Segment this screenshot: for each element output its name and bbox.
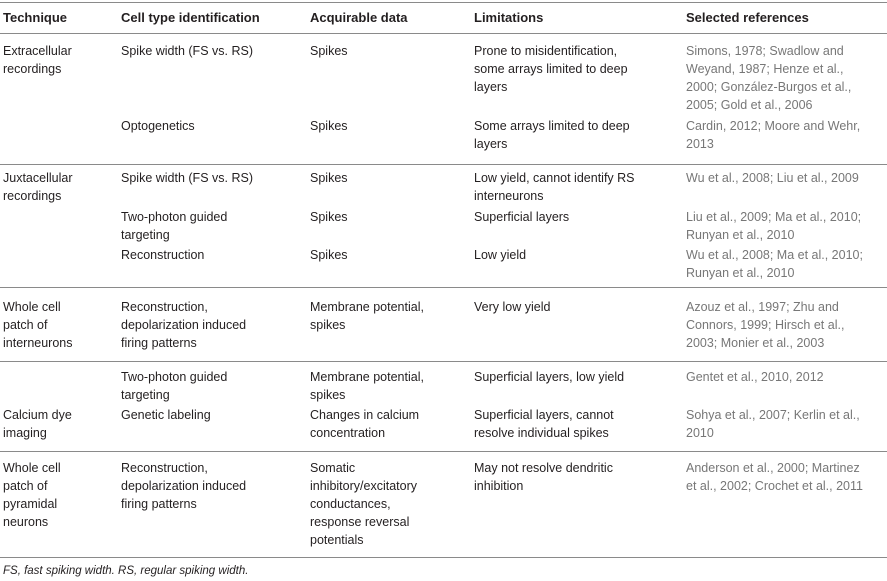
cell-type-cell bbox=[121, 117, 195, 135]
cell-line: neurons bbox=[3, 515, 49, 529]
limitations-cell bbox=[474, 459, 613, 495]
cell-line: Whole cell bbox=[3, 461, 61, 475]
header-technique: Technique bbox=[3, 10, 68, 25]
header-cell-type: Cell type identification bbox=[121, 10, 260, 25]
header-limitations: Limitations bbox=[474, 10, 544, 25]
technique-cell bbox=[3, 42, 72, 78]
cell-line: Superficial layers, low yield bbox=[474, 370, 625, 384]
cell-line: Simons, 1978; Swadlow and bbox=[686, 44, 844, 58]
limitations-cell bbox=[474, 368, 624, 386]
cell-line: depolarization induced bbox=[121, 479, 247, 493]
cell-line: firing patterns bbox=[121, 497, 197, 511]
acquirable-data-cell bbox=[310, 459, 417, 549]
references-cell bbox=[686, 246, 863, 282]
cell-line: Low yield bbox=[474, 248, 527, 262]
references-cell bbox=[686, 459, 863, 495]
cell-line: Spikes bbox=[310, 248, 348, 262]
references-cell bbox=[686, 368, 824, 386]
limitations-cell bbox=[474, 117, 630, 153]
table-footnote: FS, fast spiking width. RS, regular spiking width. bbox=[3, 565, 249, 577]
cell-line: Azouz et al., 1997; Zhu and bbox=[686, 300, 839, 314]
cell-line: Weyand, 1987; Henze et al., bbox=[686, 62, 844, 76]
limitations-cell bbox=[474, 42, 628, 96]
cell-line: Reconstruction bbox=[121, 248, 205, 262]
cell-line: resolve individual spikes bbox=[474, 426, 609, 440]
row-divider bbox=[0, 361, 887, 362]
cell-line: Runyan et al., 2010 bbox=[686, 228, 795, 242]
cell-type-cell bbox=[121, 368, 227, 404]
row-divider bbox=[0, 451, 887, 452]
cell-line: concentration bbox=[310, 426, 386, 440]
cell-line: Somatic bbox=[310, 461, 356, 475]
limitations-cell bbox=[474, 169, 635, 205]
cell-line: Whole cell bbox=[3, 300, 61, 314]
references-cell bbox=[686, 406, 860, 442]
cell-line: Runyan et al., 2010 bbox=[686, 266, 795, 280]
header-rule bbox=[0, 33, 887, 34]
technique-cell bbox=[3, 169, 72, 205]
technique-cell bbox=[3, 406, 72, 442]
cell-line: firing patterns bbox=[121, 336, 197, 350]
cell-type-cell bbox=[121, 169, 253, 187]
cell-line: Spike width (FS vs. RS) bbox=[121, 171, 253, 185]
cell-type-cell bbox=[121, 298, 246, 352]
cell-line: inhibition bbox=[474, 479, 524, 493]
cell-line: conductances, bbox=[310, 497, 391, 511]
cell-type-cell bbox=[121, 42, 253, 60]
cell-line: Superficial layers, cannot bbox=[474, 408, 614, 422]
cell-line: Membrane potential, bbox=[310, 370, 424, 384]
cell-line: imaging bbox=[3, 426, 47, 440]
cell-type-cell bbox=[121, 406, 211, 424]
acquirable-data-cell bbox=[310, 42, 348, 60]
acquirable-data-cell bbox=[310, 169, 348, 187]
references-cell bbox=[686, 117, 860, 153]
cell-line: Superficial layers bbox=[474, 210, 570, 224]
cell-line: interneurons bbox=[3, 336, 73, 350]
cell-line: Spikes bbox=[310, 44, 348, 58]
cell-type-cell bbox=[121, 459, 246, 513]
cell-line: Sohya et al., 2007; Kerlin et al., bbox=[686, 408, 860, 422]
references-cell bbox=[686, 42, 851, 114]
cell-line: patch of bbox=[3, 318, 48, 332]
limitations-cell bbox=[474, 208, 569, 226]
cell-line: Spikes bbox=[310, 119, 348, 133]
row-divider bbox=[0, 164, 887, 165]
cell-line: Cardin, 2012; Moore and Wehr, bbox=[686, 119, 861, 133]
cell-line: Membrane potential, bbox=[310, 300, 424, 314]
limitations-cell bbox=[474, 406, 614, 442]
cell-line: Connors, 1999; Hirsch et al., bbox=[686, 318, 845, 332]
header-acquirable-data: Acquirable data bbox=[310, 10, 408, 25]
cell-line: layers bbox=[474, 137, 508, 151]
cell-line: potentials bbox=[310, 533, 364, 547]
row-divider bbox=[0, 287, 887, 288]
table-bottom-rule bbox=[0, 557, 887, 558]
cell-line: inhibitory/excitatory bbox=[310, 479, 417, 493]
references-cell bbox=[686, 298, 844, 352]
cell-line: Optogenetics bbox=[121, 119, 195, 133]
cell-line: Reconstruction, bbox=[121, 300, 208, 314]
cell-line: spikes bbox=[310, 318, 346, 332]
cell-line: et al., 2002; Crochet et al., 2011 bbox=[686, 479, 863, 493]
cell-line: Spikes bbox=[310, 210, 348, 224]
limitations-cell bbox=[474, 298, 550, 316]
cell-line: 2000; González-Burgos et al., bbox=[686, 80, 852, 94]
cell-line: Two-photon guided bbox=[121, 210, 228, 224]
cell-line: some arrays limited to deep bbox=[474, 62, 628, 76]
cell-line: pyramidal bbox=[3, 497, 58, 511]
cell-line: targeting bbox=[121, 388, 170, 402]
cell-line: Changes in calcium bbox=[310, 408, 420, 422]
technique-cell bbox=[3, 459, 61, 531]
references-cell bbox=[686, 208, 861, 244]
acquirable-data-cell bbox=[310, 406, 419, 442]
cell-type-cell bbox=[121, 246, 204, 264]
acquirable-data-cell bbox=[310, 298, 424, 334]
cell-line: 2010 bbox=[686, 426, 714, 440]
cell-line: Extracellular bbox=[3, 44, 72, 58]
technique-cell bbox=[3, 298, 73, 352]
cell-line: Two-photon guided bbox=[121, 370, 228, 384]
cell-line: targeting bbox=[121, 228, 170, 242]
cell-line: Anderson et al., 2000; Martinez bbox=[686, 461, 860, 475]
acquirable-data-cell bbox=[310, 246, 348, 264]
cell-line: Spike width (FS vs. RS) bbox=[121, 44, 253, 58]
cell-line: Liu et al., 2009; Ma et al., 2010; bbox=[686, 210, 862, 224]
cell-line: Wu et al., 2008; Liu et al., 2009 bbox=[686, 171, 859, 185]
cell-line: recordings bbox=[3, 62, 62, 76]
header-selected-references: Selected references bbox=[686, 10, 809, 25]
cell-line: Prone to misidentification, bbox=[474, 44, 618, 58]
cell-line: Gentet et al., 2010, 2012 bbox=[686, 370, 824, 384]
cell-type-cell bbox=[121, 208, 227, 244]
cell-line: Genetic labeling bbox=[121, 408, 211, 422]
cell-line: spikes bbox=[310, 388, 346, 402]
limitations-cell bbox=[474, 246, 526, 264]
acquirable-data-cell bbox=[310, 208, 348, 226]
cell-line: Some arrays limited to deep bbox=[474, 119, 630, 133]
cell-line: Reconstruction, bbox=[121, 461, 208, 475]
cell-line: layers bbox=[474, 80, 508, 94]
cell-line: 2005; Gold et al., 2006 bbox=[686, 98, 813, 112]
references-cell bbox=[686, 169, 859, 187]
cell-line: recordings bbox=[3, 189, 62, 203]
cell-line: Juxtacellular bbox=[3, 171, 73, 185]
cell-line: Wu et al., 2008; Ma et al., 2010; bbox=[686, 248, 863, 262]
acquirable-data-cell bbox=[310, 368, 424, 404]
cell-line: depolarization induced bbox=[121, 318, 247, 332]
cell-line: Low yield, cannot identify RS bbox=[474, 171, 635, 185]
cell-line: 2003; Monier et al., 2003 bbox=[686, 336, 825, 350]
table-top-rule bbox=[0, 2, 887, 3]
cell-line: Very low yield bbox=[474, 300, 551, 314]
acquirable-data-cell bbox=[310, 117, 348, 135]
cell-line: 2013 bbox=[686, 137, 714, 151]
cell-line: Spikes bbox=[310, 171, 348, 185]
cell-line: Calcium dye bbox=[3, 408, 72, 422]
cell-line: May not resolve dendritic bbox=[474, 461, 613, 475]
cell-line: response reversal bbox=[310, 515, 410, 529]
cell-line: interneurons bbox=[474, 189, 544, 203]
cell-line: patch of bbox=[3, 479, 48, 493]
